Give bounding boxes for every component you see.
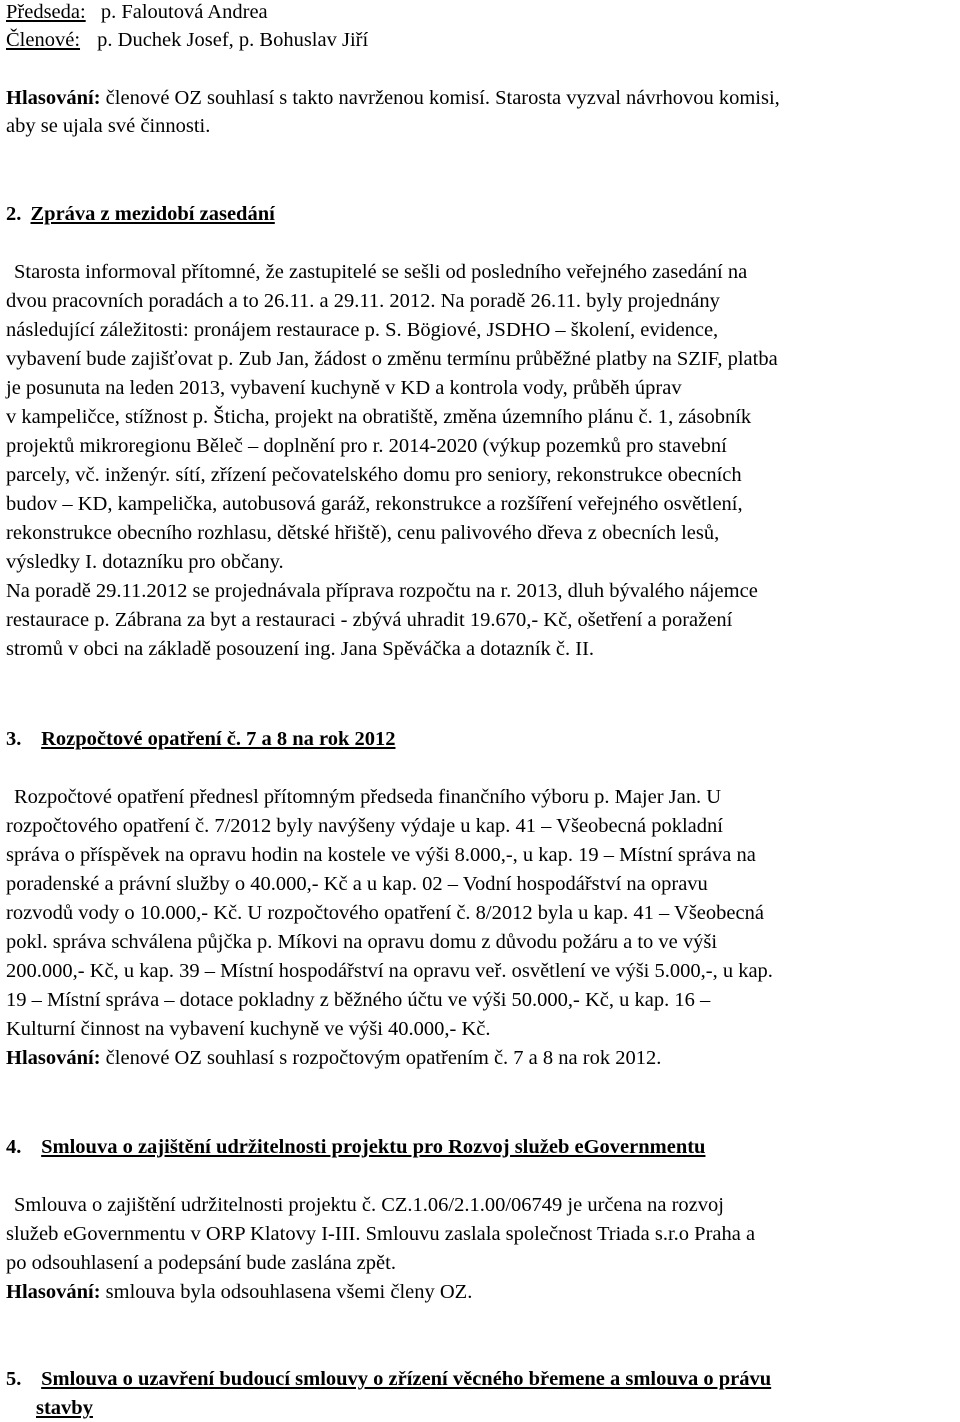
- section-5-title-line2: stavby: [36, 1397, 93, 1419]
- section-4-heading: [6, 1137, 705, 1158]
- section-2-line: následující záležitosti: pronájem restaurace p. S. Bögiové, JSDHO – školení, evidence,: [6, 319, 719, 341]
- section-2-line: projektů mikroregionu Běleč – doplnění pro r. 2014-2020 (výkup pozemků pro stavební: [6, 435, 727, 457]
- section-3-line: správa o příspěvek na opravu hodin na kostele ve výši 8.000,-, u kap. 19 – Místní správa na: [6, 844, 756, 866]
- section-3-heading: [6, 729, 395, 750]
- vote-label: Hlasování:: [6, 1047, 101, 1069]
- section-2-heading: [6, 204, 275, 225]
- commission-vote-line2: aby se ujala své činnosti.: [6, 115, 211, 137]
- section-2-line: výsledky I. dotazníku pro občany.: [6, 551, 284, 573]
- section-2-line: Na poradě 29.11.2012 se projednávala příprava rozpočtu na r. 2013, dluh bývalého nájemce: [6, 580, 758, 602]
- section-3-line: poradenské a právní služby o 40.000,- Kč a u kap. 02 – Vodní hospodářství na opravu: [6, 873, 708, 895]
- section-3-line: 200.000,- Kč, u kap. 39 – Místní hospodářství na opravu veř. osvětlení ve výši 5.000,-, u kap.: [6, 960, 773, 982]
- section-4-line: po odsouhlasení a podepsání bude zaslána zpět.: [6, 1252, 396, 1274]
- section-3-vote: [6, 1048, 661, 1069]
- vote-label: Hlasování:: [6, 1281, 101, 1303]
- section-5-number: 5.: [6, 1368, 22, 1390]
- members-label: Členové:: [6, 29, 81, 51]
- section-3-line: Kulturní činnost na vybavení kuchyně ve výši 40.000,- Kč.: [6, 1018, 491, 1040]
- section-2-line: Starosta informoval přítomné, že zastupitelé se sešli od posledního veřejného zasedání na: [14, 261, 748, 283]
- section-2-line: stromů v obci na základě posouzení ing. Jana Spěváčka a dotazník č. II.: [6, 638, 595, 660]
- section-5-title: Smlouva o uzavření budoucí smlouvy o zřízení věcného břemene a smlouva o právu: [41, 1368, 772, 1390]
- section-3-title: Rozpočtové opatření č. 7 a 8 na rok 2012: [41, 728, 396, 750]
- members-line: [6, 30, 368, 51]
- chair-line: [6, 2, 268, 23]
- section-3-line: rozvodů vody o 10.000,- Kč. U rozpočtového opatření č. 8/2012 byla u kap. 41 – Všeobecná: [6, 902, 764, 924]
- section-4-line: služeb eGovernmentu v ORP Klatovy I-III. Smlouvu zaslala společnost Triada s.r.o Praha a: [6, 1223, 756, 1245]
- section-4-title: Smlouva o zajištění udržitelnosti projektu pro Rozvoj služeb eGovernmentu: [41, 1136, 706, 1158]
- chair-label: Předseda:: [6, 1, 86, 23]
- section-3-line: rozpočtového opatření č. 7/2012 byly navýšeny výdaje u kap. 41 – Všeobecná pokladní: [6, 815, 723, 837]
- chair-value: p. Faloutová Andrea: [100, 1, 268, 23]
- vote-label: Hlasování:: [6, 87, 101, 109]
- section-4-vote: [6, 1282, 472, 1303]
- section-2-line: vybavení bude zajišťovat p. Zub Jan, žádost o změnu termínu průběžné platby na SZIF, platba: [6, 348, 778, 370]
- section-4-line: Smlouva o zajištění udržitelnosti projektu č. CZ.1.06/2.1.00/06749 je určena na rozvoj: [14, 1194, 724, 1216]
- section-3-number: 3.: [6, 728, 22, 750]
- vote-text: členové OZ souhlasí s takto navrženou komisí. Starosta vyzval návrhovou komisi,: [105, 87, 780, 109]
- members-value: p. Duchek Josef, p. Bohuslav Jiří: [97, 29, 369, 51]
- vote-text: smlouva byla odsouhlasena všemi členy OZ.: [105, 1281, 473, 1303]
- section-2-line: parcely, vč. inženýr. sítí, zřízení pečovatelského domu pro seniory, rekonstrukce obecních: [6, 464, 742, 486]
- section-4-number: 4.: [6, 1136, 22, 1158]
- section-2-line: je posunuta na leden 2013, vybavení kuchyně v KD a kontrola vody, průběh úprav: [6, 377, 682, 399]
- section-2-line: rekonstrukce obecního rozhlasu, dětské hřiště), cenu palivového dřeva z obecních lesů,: [6, 522, 720, 544]
- section-2-title: Zpráva z mezidobí zasedání: [30, 203, 275, 225]
- section-2-line: budov – KD, kampelička, autobusová garáž, rekonstrukce a rozšíření veřejného osvětlení,: [6, 493, 743, 515]
- section-5-heading: [6, 1369, 771, 1390]
- vote-text: členové OZ souhlasí s rozpočtovým opatřením č. 7 a 8 na rok 2012.: [105, 1047, 662, 1069]
- section-5-title-cont: [36, 1398, 93, 1419]
- section-3-line: pokl. správa schválena půjčka p. Míkovi na opravu domu z důvodu požáru a to ve výši: [6, 931, 718, 953]
- section-2-line: dvou pracovních poradách a to 26.11. a 29.11. 2012. Na poradě 26.11. byly projednány: [6, 290, 720, 312]
- section-3-line: Rozpočtové opatření přednesl přítomným předseda finančního výboru p. Majer Jan. U: [14, 786, 722, 808]
- section-3-line: 19 – Místní správa – dotace pokladny z běžného účtu ve výši 50.000,- Kč, u kap. 16 –: [6, 989, 711, 1011]
- commission-vote-line1: [6, 88, 780, 109]
- section-2-line: restaurace p. Zábrana za byt a restauraci - zbývá uhradit 19.670,- Kč, ošetření a poražení: [6, 609, 733, 631]
- section-2-line: v kampeličce, stížnost p. Šticha, projekt na obratiště, změna územního plánu č. 1, zásobník: [6, 406, 752, 428]
- section-2-number: 2.: [6, 203, 22, 225]
